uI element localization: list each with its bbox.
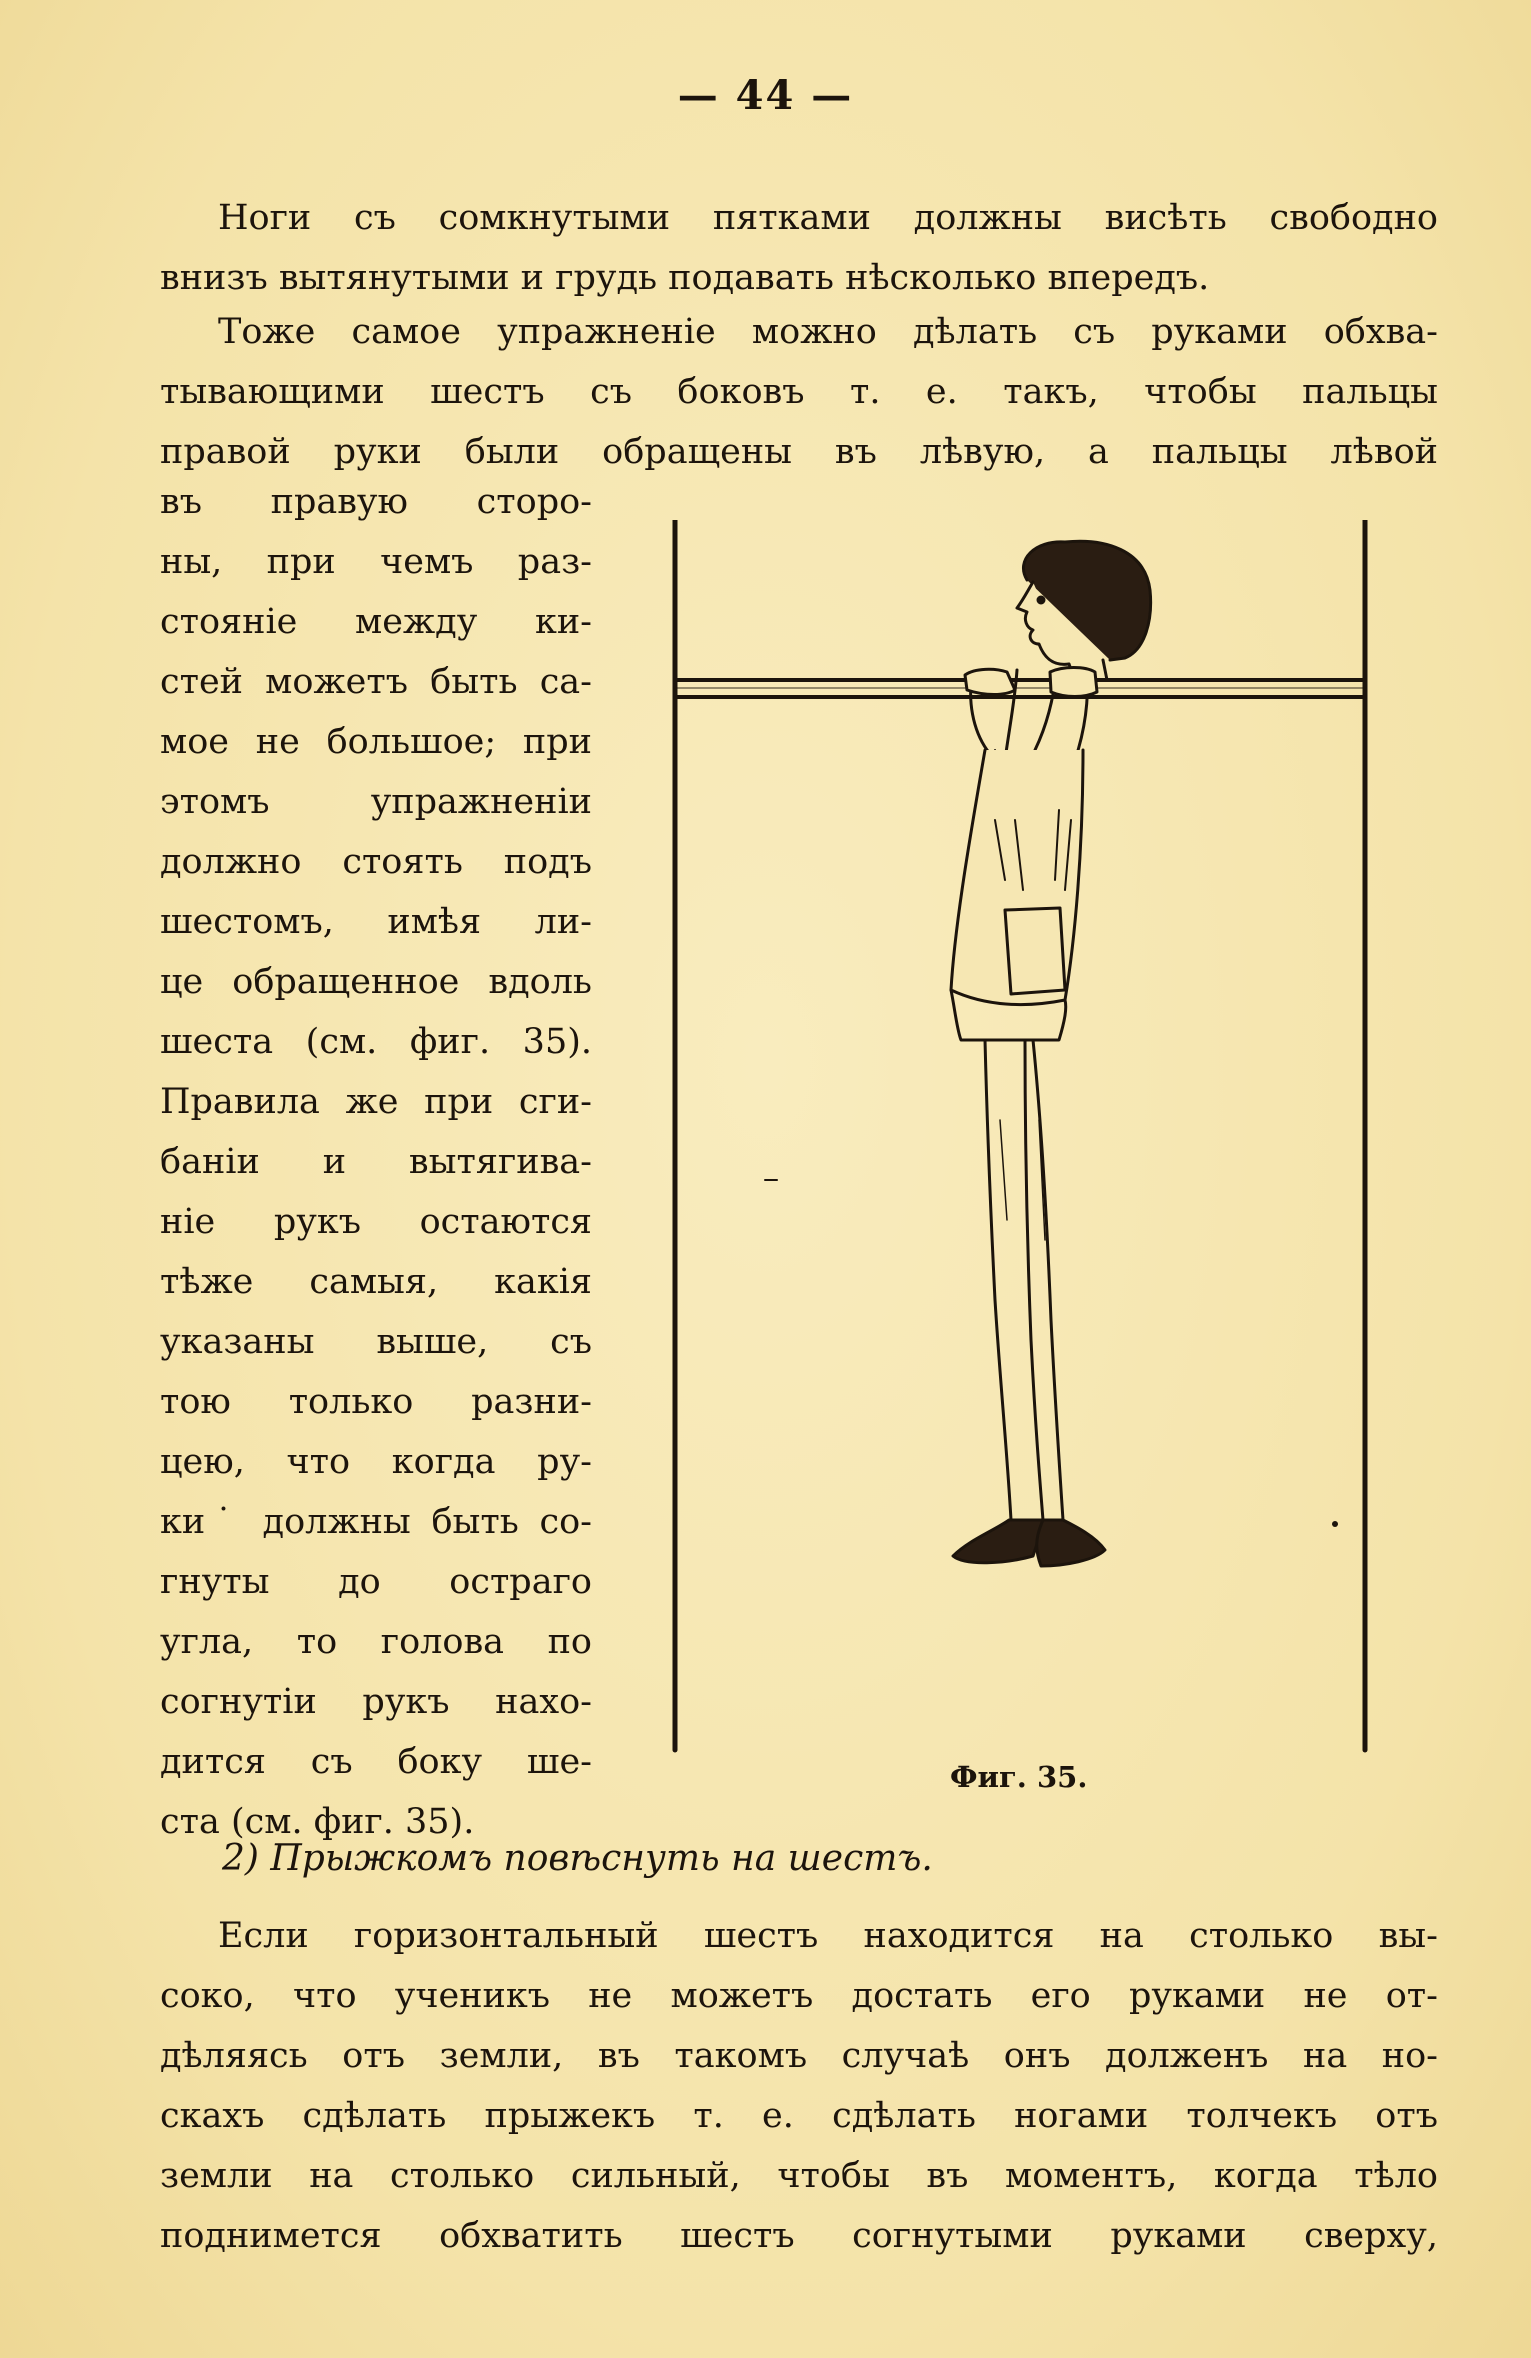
text-line: угла, то голова по	[160, 1622, 592, 1662]
text-line: должно стоять подъ	[160, 842, 592, 882]
text-line: шестомъ, имѣя ли-	[160, 902, 592, 942]
text-line: Тоже самое упражненіе можно дѣлать съ руками обхва-	[218, 312, 1438, 352]
text-line: це обращенное вдоль	[160, 962, 592, 1002]
text-line: тою только разни-	[160, 1382, 592, 1422]
text-line: мое не большое; при	[160, 722, 592, 762]
paragraph-1	[160, 188, 1438, 308]
text-line: ки˙ должны быть со-	[160, 1502, 592, 1542]
text-line: стояніе между ки-	[160, 602, 592, 642]
text-line: тывающими шестъ съ боковъ т. е. такъ, чтобы пальцы	[160, 372, 1438, 412]
text-line: скахъ сдѣлать прыжекъ т. е. сдѣлать ногами толчекъ отъ	[160, 2096, 1438, 2136]
figure-torso	[951, 750, 1083, 1040]
text-line: шеста (см. фиг. 35).	[160, 1022, 592, 1062]
text-line: соко, что ученикъ не можетъ достать его руками не от-	[160, 1976, 1438, 2016]
text-line: Ноги съ сомкнутыми пятками должны висѣть свободно	[218, 198, 1438, 238]
text-line: земли на столько сильный, чтобы въ моментъ, когда тѣло	[160, 2156, 1438, 2196]
wrapped-text-column	[160, 472, 592, 1852]
text-line: въ правую сторо-	[160, 482, 592, 522]
text-line: тѣже самыя, какія	[160, 1262, 592, 1302]
text-line: дѣляясь отъ земли, въ такомъ случаѣ онъ долженъ на но-	[160, 2036, 1438, 2076]
text-line: внизъ вытянутыми и грудь подавать нѣсколько впередъ.	[160, 258, 1210, 298]
figure-head	[1017, 541, 1151, 680]
section-subheading: 2) Прыжкомъ повѣснуть на шестъ.	[222, 1838, 933, 1879]
paragraph-3	[160, 1906, 1438, 2266]
text-line: банiи и вытягива-	[160, 1142, 592, 1182]
figure-35-illustration	[655, 520, 1380, 1760]
text-line: согнутіи рукъ нахо-	[160, 1682, 592, 1722]
text-line: правой руки были обращены въ лѣвую, а пальцы лѣвой	[160, 432, 1438, 472]
text-line: ста (см. фиг. 35).	[160, 1802, 475, 1842]
text-line: указаны выше, съ	[160, 1322, 592, 1362]
horizontal-bar	[675, 680, 1365, 697]
paragraph-2	[160, 302, 1438, 482]
text-line: гнуты до остраго	[160, 1562, 592, 1602]
text-line: поднимется обхватить шестъ согнутыми руками сверху,	[160, 2216, 1438, 2256]
figure-legs	[985, 1040, 1063, 1520]
text-line: ніе рукъ остаются	[160, 1202, 592, 1242]
text-line: дится съ боку ше-	[160, 1742, 592, 1782]
text-line: Если горизонтальный шестъ находится на столько вы-	[218, 1916, 1438, 1956]
text-line: этомъ упражненіи	[160, 782, 592, 822]
text-line: Правила же при сги-	[160, 1082, 592, 1122]
figure-feet	[953, 1520, 1105, 1566]
text-line: цею, что когда ру-	[160, 1442, 592, 1482]
figure-caption: Фиг. 35.	[950, 1760, 1088, 1794]
page-number: — 44 —	[677, 72, 854, 119]
text-line: стей можетъ быть са-	[160, 662, 592, 702]
text-line: ны, при чемъ раз-	[160, 542, 592, 582]
